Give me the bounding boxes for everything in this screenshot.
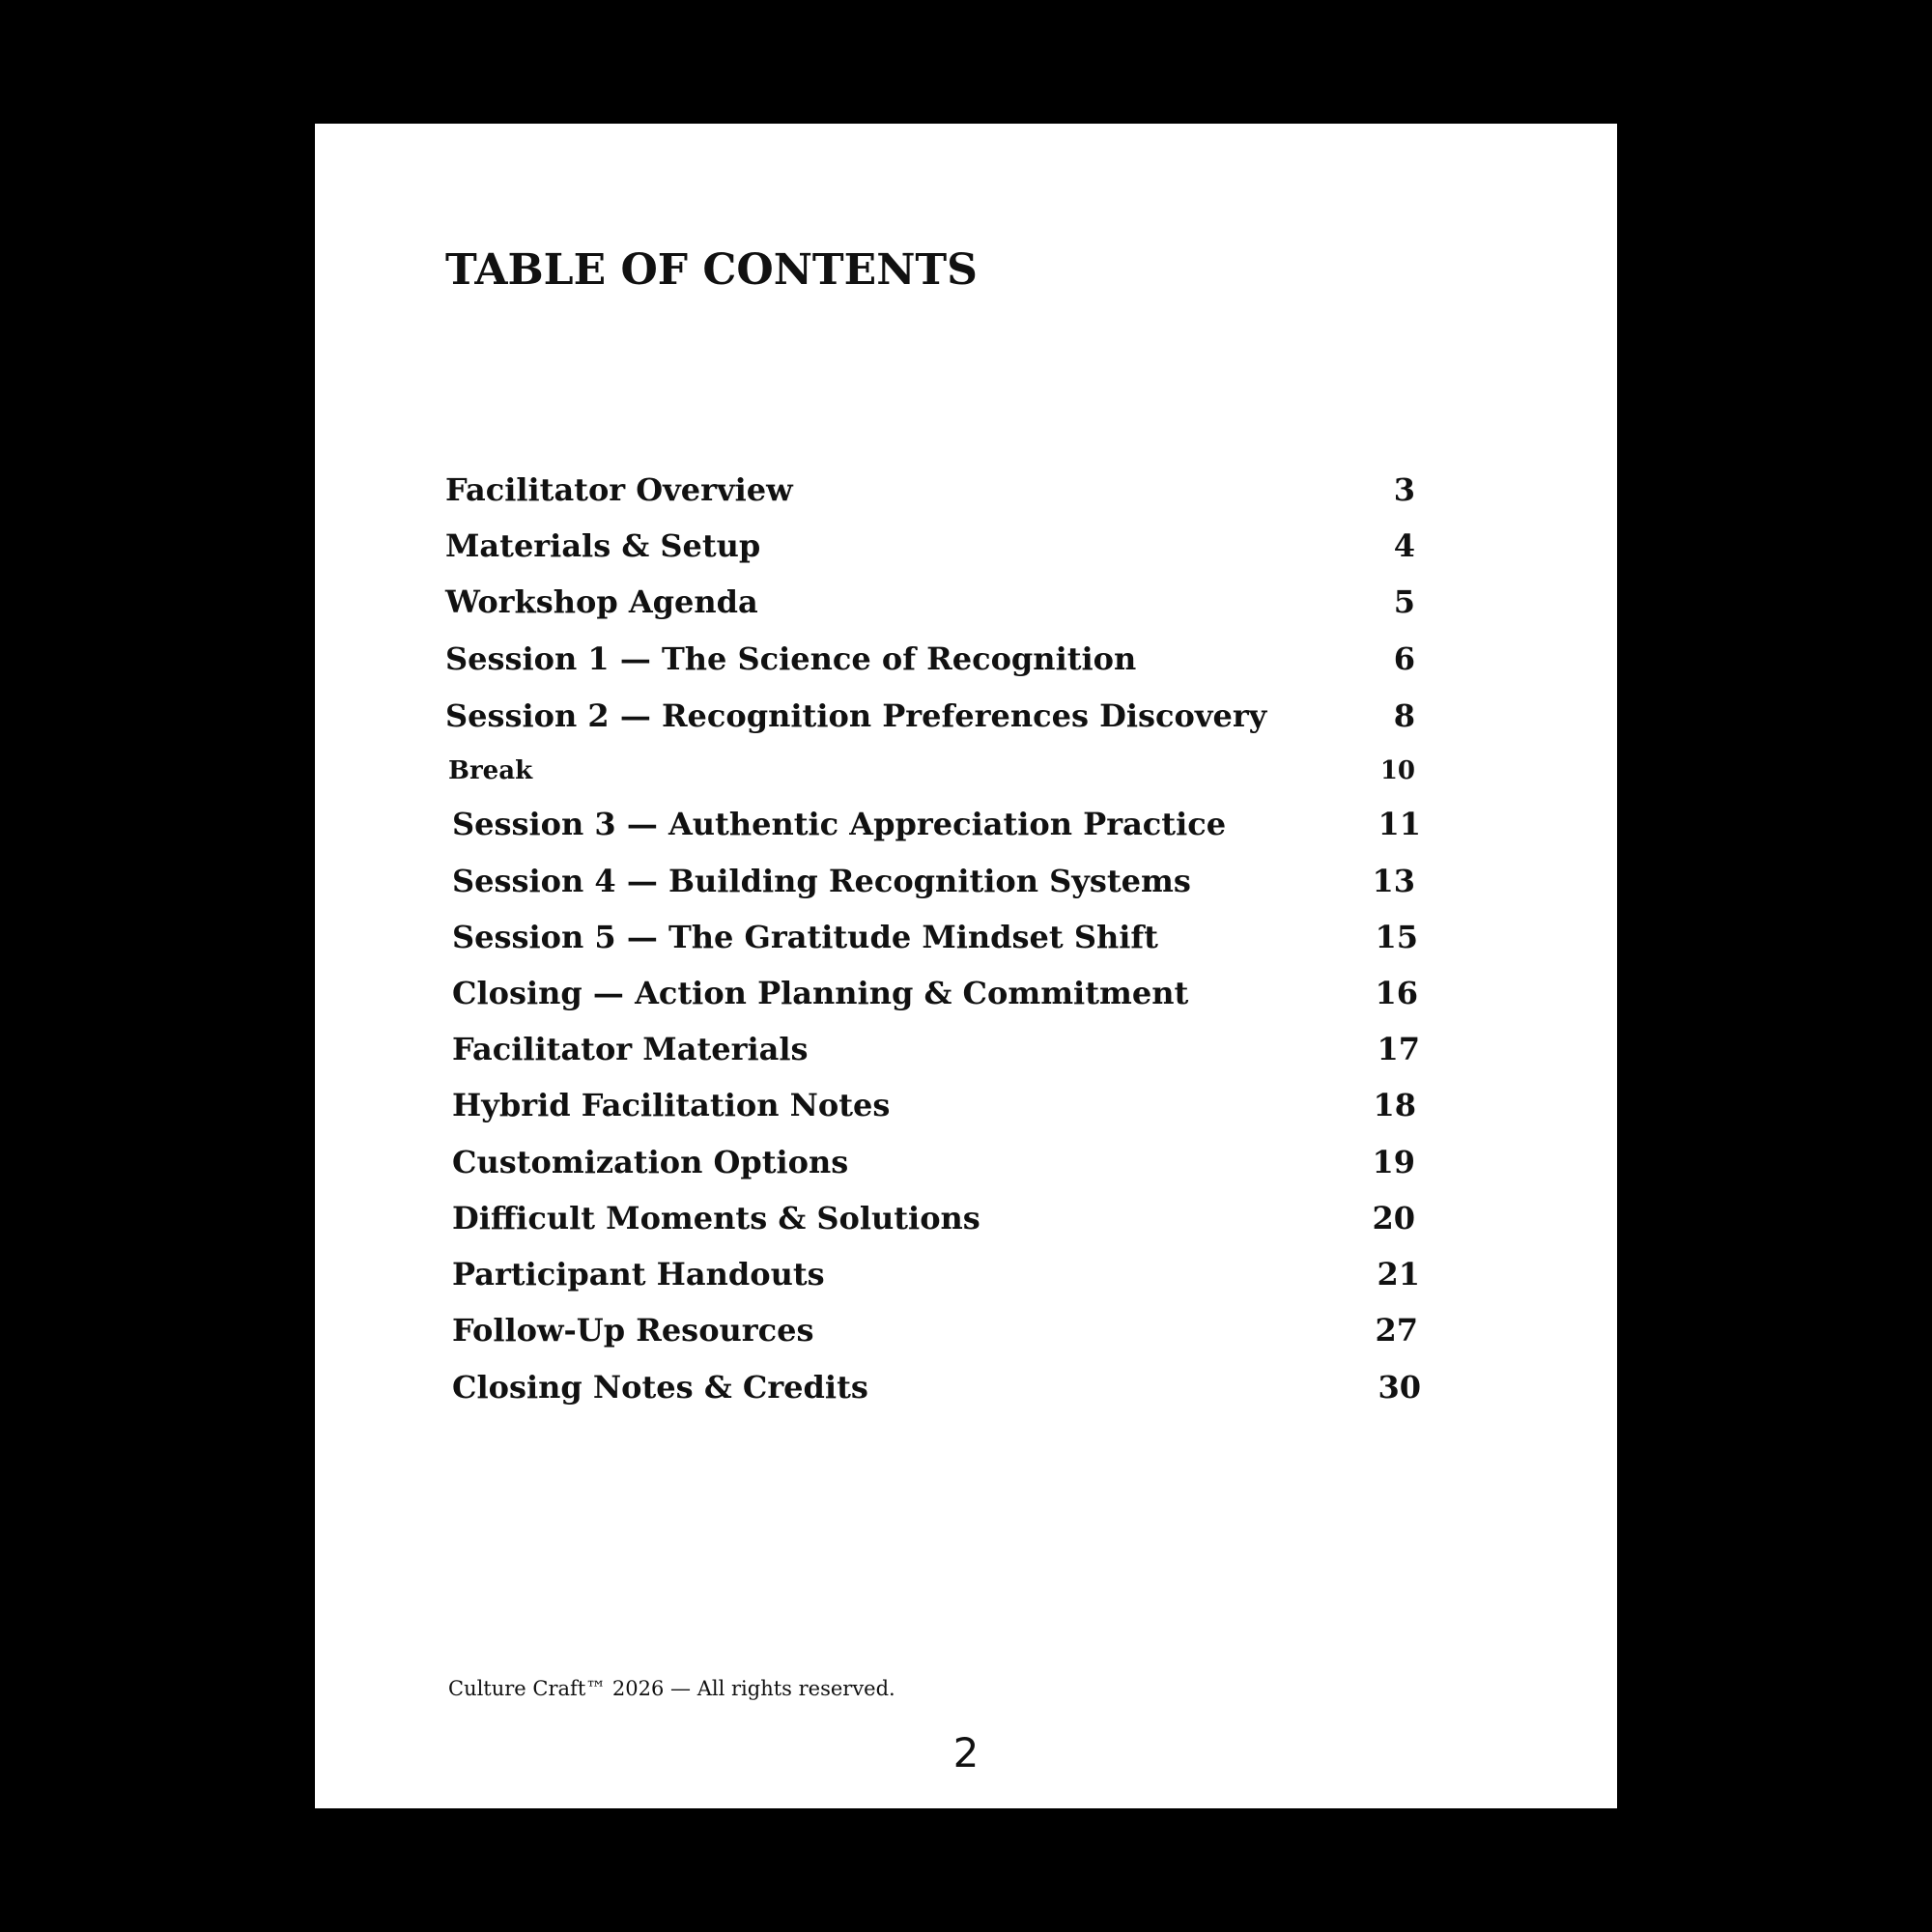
toc-entry [452, 1081, 1416, 1129]
toc-entry-label: Materials & Setup [445, 527, 761, 564]
toc-entry [445, 522, 1415, 570]
toc-entry-label: Follow-Up Resources [452, 1312, 814, 1349]
toc-entry [448, 747, 1415, 795]
toc-entry-label: Customization Options [452, 1144, 849, 1180]
toc-entry-page: 18 [1373, 1087, 1416, 1123]
toc-entry [445, 466, 1415, 514]
copyright-footer: Culture Craft™ 2026 — All rights reserved. [448, 1677, 895, 1700]
toc-entry [445, 578, 1415, 626]
toc-entry [452, 1250, 1420, 1298]
toc-list [315, 124, 1617, 1476]
toc-entry-page: 30 [1378, 1369, 1421, 1406]
toc-entry [452, 1306, 1418, 1354]
page-number: 2 [952, 1729, 980, 1776]
toc-entry [452, 913, 1418, 961]
toc-entry-page: 20 [1372, 1200, 1415, 1236]
toc-entry-label: Closing Notes & Credits [452, 1369, 868, 1406]
toc-entry-label: Session 4 — Building Recognition Systems [452, 863, 1191, 899]
toc-entry-label: Facilitator Materials [452, 1031, 809, 1067]
toc-entry [452, 800, 1421, 848]
toc-entry-page: 5 [1393, 583, 1415, 620]
toc-entry [452, 1194, 1415, 1242]
toc-entry [452, 857, 1415, 905]
toc-entry-page: 8 [1393, 697, 1415, 734]
toc-entry-page: 16 [1375, 975, 1418, 1011]
toc-entry-page: 19 [1372, 1144, 1415, 1180]
toc-entry-label: Session 5 — The Gratitude Mindset Shift [452, 919, 1158, 955]
toc-entry-label: Participant Handouts [452, 1256, 825, 1293]
toc-entry-label: Break [448, 756, 533, 785]
toc-entry-label: Difficult Moments & Solutions [452, 1200, 980, 1236]
toc-entry-page: 15 [1375, 919, 1418, 955]
toc-entry-label: Facilitator Overview [445, 471, 793, 508]
toc-entry [452, 969, 1418, 1017]
toc-entry-label: Workshop Agenda [445, 583, 758, 620]
toc-entry-page: 17 [1377, 1031, 1420, 1067]
page-title: TABLE OF CONTENTS [445, 245, 978, 295]
toc-entry-label: Hybrid Facilitation Notes [452, 1087, 891, 1123]
toc-entry-label: Session 3 — Authentic Appreciation Practice [452, 806, 1227, 842]
toc-entry [452, 1363, 1421, 1411]
toc-entry-page: 11 [1378, 806, 1421, 842]
toc-entry-page: 10 [1379, 756, 1415, 785]
toc-entry-page: 3 [1393, 471, 1415, 508]
toc-entry-page: 6 [1393, 640, 1415, 677]
toc-entry [452, 1025, 1420, 1073]
toc-entry-label: Session 1 — The Science of Recognition [445, 640, 1137, 677]
toc-entry [445, 635, 1415, 683]
toc-entry-page: 4 [1393, 527, 1415, 564]
toc-entry-label: Closing — Action Planning & Commitment [452, 975, 1189, 1011]
toc-entry-page: 21 [1377, 1256, 1420, 1293]
document-page [315, 124, 1617, 1808]
toc-entry-label: Session 2 — Recognition Preferences Discovery [445, 697, 1267, 734]
toc-entry-page: 27 [1375, 1312, 1418, 1349]
toc-entry [452, 1138, 1415, 1186]
toc-entry-page: 13 [1372, 863, 1415, 899]
toc-entry [445, 692, 1415, 740]
